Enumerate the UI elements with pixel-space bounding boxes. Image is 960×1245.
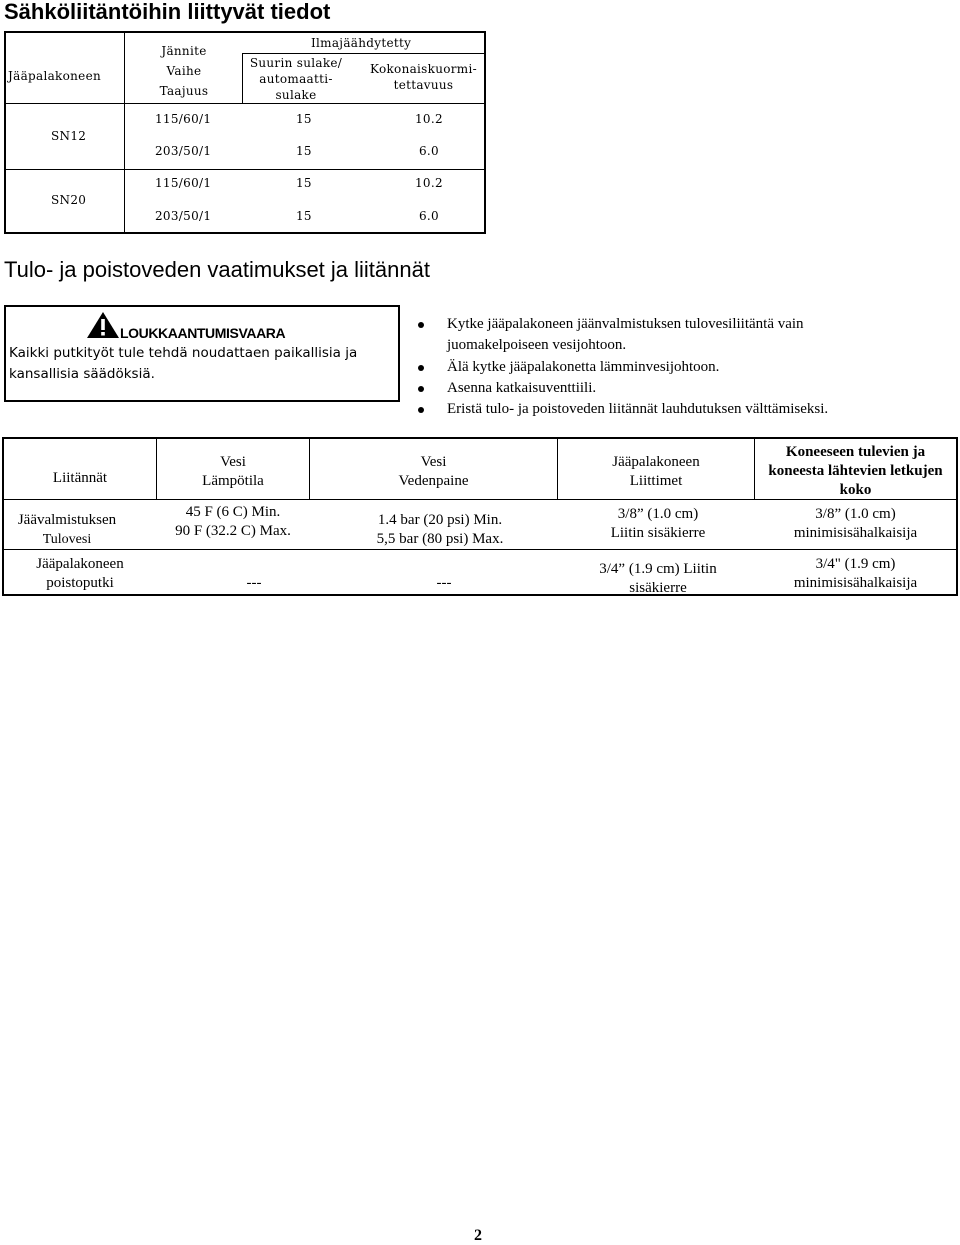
row-drain-tubing <box>755 555 956 593</box>
warning-text-line1: Kaikki putkityöt tule tehdä noudattaen paikallisia ja <box>9 345 358 361</box>
header-voltage-line1: Jännite <box>161 44 207 58</box>
pressure-min: 1.4 bar (20 psi) Min. <box>377 512 503 528</box>
pressure-max: 5,5 bar (80 psi) Max. <box>376 531 504 547</box>
warning-text-line2: kansallisia säädöksiä. <box>9 366 155 382</box>
header-temperature-line1: Vesi <box>220 454 246 470</box>
section-title-electrical: Sähköliitäntöihin liittyvät tiedot <box>4 0 331 24</box>
row-name-line1: Jäävalmistuksen <box>17 512 117 528</box>
row-ice-inlet-pressure <box>310 511 570 549</box>
header-temperature <box>157 453 309 491</box>
section-title-water: Tulo- ja poistoveden vaatimukset ja liitännät <box>4 257 430 282</box>
header-voltage-line2: Vaihe <box>166 64 202 78</box>
header-fuse-line3: sulake <box>275 88 317 102</box>
bullet-dot <box>418 386 424 392</box>
header-pressure-line2: Vedenpaine <box>398 473 469 489</box>
row-ice-inlet-name <box>4 511 130 549</box>
header-fittings <box>558 453 754 491</box>
water-connections-table <box>2 437 958 596</box>
header-fuse-line2: automaatti- <box>259 72 333 86</box>
bullet-item-4: Eristä tulo- ja poistoveden liitännät lauhdutuksen välttämiseksi. <box>447 401 829 417</box>
header-temperature-line2: Lämpötila <box>202 473 264 489</box>
row-drain-pressure: --- <box>436 575 452 591</box>
tubing-type: minimisisähalkaisija <box>793 575 918 591</box>
row-ice-inlet-temp <box>157 503 309 541</box>
temp-max: 90 F (32.2 C) Max. <box>175 523 291 539</box>
load-value: 6.0 <box>419 209 439 223</box>
row-drain-fitting <box>558 560 758 598</box>
load-value: 10.2 <box>415 176 443 190</box>
load-value: 10.2 <box>415 112 443 126</box>
header-fittings-line2: Liittimet <box>629 473 683 489</box>
row-name-line2: Tulovesi <box>42 532 92 547</box>
spec-value: 203/50/1 <box>155 209 212 223</box>
header-load-line1: Kokonaiskuormi- <box>370 62 477 76</box>
warning-box <box>4 305 400 402</box>
bullet-dot <box>418 407 424 413</box>
row-ice-inlet-fitting <box>558 505 758 543</box>
header-pressure <box>310 453 557 491</box>
header-model: Jääpalakoneen <box>8 69 102 83</box>
header-tubing-line1: Koneeseen tulevien ja <box>785 444 926 460</box>
row-name-line1: Jääpalakoneen <box>36 556 124 572</box>
bullet-item-2: Älä kytke jääpalakonetta lämminvesijohtoon. <box>447 359 720 375</box>
header-voltage-line3: Taajuus <box>159 84 209 98</box>
fitting-type: Liitin sisäkierre <box>610 525 706 541</box>
fuse-value: 15 <box>296 112 312 126</box>
row-drain-name <box>4 555 156 593</box>
fitting-size: 3/4” (1.9 cm) Liitin <box>599 561 717 577</box>
tubing-type: minimisisähalkaisija <box>793 525 918 541</box>
spec-value: 203/50/1 <box>155 144 212 158</box>
fitting-type: sisäkierre <box>629 580 687 596</box>
fuse-value: 15 <box>296 176 312 190</box>
bullet-dot <box>418 322 424 328</box>
row-drain-temp: --- <box>246 575 262 591</box>
page-number: 2 <box>474 1227 482 1244</box>
header-fittings-line1: Jääpalakoneen <box>612 454 700 470</box>
row-ice-inlet-tubing <box>755 505 956 543</box>
fuse-value: 15 <box>296 209 312 223</box>
warning-heading: LOUKKAANTUMISVAARA <box>120 325 286 341</box>
model-name-sn12: SN12 <box>51 129 87 143</box>
load-value: 6.0 <box>419 144 439 158</box>
header-fuse <box>246 55 346 103</box>
header-load <box>361 61 486 93</box>
header-air-cooled: Ilmajäähdytetty <box>311 36 412 50</box>
bullet-item-1-line1: Kytke jääpalakoneen jäänvalmistuksen tulovesiliitäntä vain <box>447 316 804 332</box>
row-name-line2: poistoputki <box>46 575 114 591</box>
spec-value: 115/60/1 <box>155 112 212 126</box>
header-tubing <box>755 443 956 500</box>
header-pressure-line1: Vesi <box>420 454 447 470</box>
tubing-size: 3/4" (1.9 cm) <box>815 556 896 572</box>
warning-triangle-icon <box>86 311 120 339</box>
header-connections: Liitännät <box>52 470 108 486</box>
header-load-line2: tettavuus <box>393 78 454 92</box>
header-tubing-line3: koko <box>839 482 872 498</box>
bullet-dot <box>418 365 424 371</box>
bullet-item-1-line2: juomakelpoiseen vesijohtoon. <box>447 337 627 353</box>
fitting-size: 3/8” (1.0 cm) <box>617 506 699 522</box>
electrical-table <box>4 31 486 234</box>
tubing-size: 3/8” (1.0 cm) <box>815 506 896 522</box>
header-voltage <box>126 41 242 101</box>
model-name-sn20: SN20 <box>51 193 87 207</box>
spec-value: 115/60/1 <box>155 176 212 190</box>
header-tubing-line2: koneesta lähtevien letkujen <box>768 463 943 479</box>
temp-min: 45 F (6 C) Min. <box>185 504 281 520</box>
fuse-value: 15 <box>296 144 312 158</box>
bullet-item-3: Asenna katkaisuventtiili. <box>447 380 597 396</box>
header-fuse-line1: Suurin sulake/ <box>249 56 343 70</box>
